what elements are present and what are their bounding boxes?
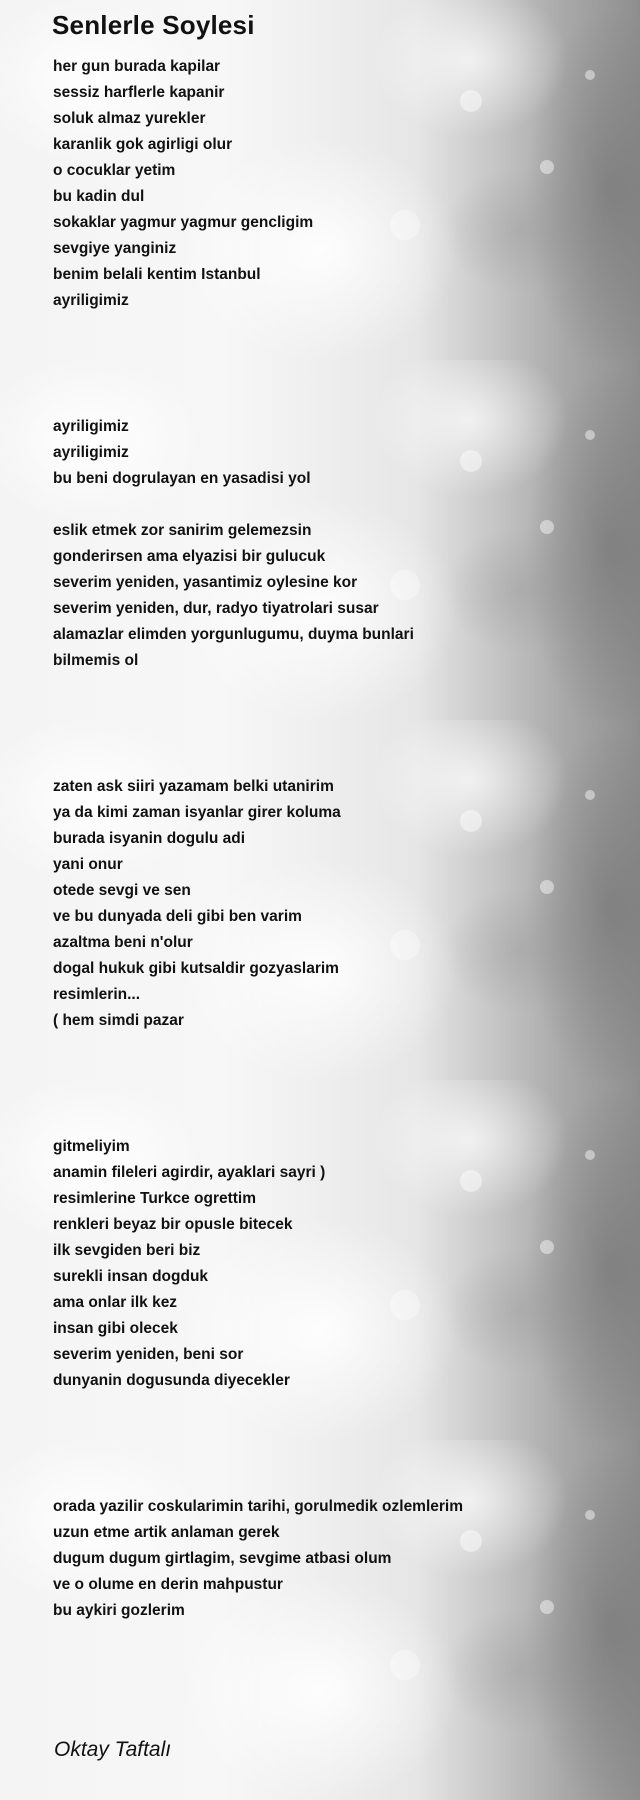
poem-line: ayriligimiz [53, 444, 129, 461]
poem-author: Oktay Taftalı [54, 1738, 172, 1761]
bokeh-decoration [460, 450, 482, 472]
poem-line: ama onlar ilk kez [53, 1294, 178, 1311]
bokeh-decoration [390, 930, 420, 960]
poem-panel-2 [0, 360, 640, 720]
poem-line: ve o olume en derin mahpustur [53, 1576, 283, 1593]
bokeh-decoration [390, 1290, 420, 1320]
stanza-lines [53, 54, 313, 314]
poem-line: severim yeniden, dur, radyo tiyatrolari susar [53, 600, 379, 617]
bokeh-decoration [460, 90, 482, 112]
bokeh-decoration [540, 1600, 554, 1614]
poem-line: resimlerin... [53, 986, 141, 1003]
bokeh-decoration [460, 1530, 482, 1552]
bokeh-decoration [390, 210, 420, 240]
bokeh-decoration [390, 1650, 420, 1680]
poem-line: insan gibi olecek [53, 1320, 178, 1337]
bokeh-decoration [540, 1240, 554, 1254]
poem-line: renkleri beyaz bir opusle bitecek [53, 1216, 293, 1233]
stanza-lines [53, 414, 414, 674]
poem-line: o cocuklar yetim [53, 162, 176, 179]
bokeh-decoration [585, 790, 595, 800]
poem-line: dugum dugum girtlagim, sevgime atbasi olum [53, 1550, 392, 1567]
poem-line: dunyanin dogusunda diyecekler [53, 1372, 290, 1389]
poem-line: ayriligimiz [53, 418, 129, 435]
stanza-lines [53, 1494, 463, 1624]
poem-line [53, 492, 414, 518]
poem-line: burada isyanin dogulu adi [53, 830, 246, 847]
poem-line: sokaklar yagmur yagmur gencligim [53, 214, 314, 231]
poem-line: anamin fileleri agirdir, ayaklari sayri ) [53, 1164, 326, 1181]
bokeh-decoration [585, 1510, 595, 1520]
poem-line: severim yeniden, beni sor [53, 1346, 244, 1363]
poem-title: Senlerle Soylesi [52, 10, 255, 40]
poem-line: alamazlar elimden yorgunlugumu, duyma bunlari [53, 626, 414, 643]
bokeh-decoration [540, 880, 554, 894]
poem-line: benim belali kentim Istanbul [53, 266, 261, 283]
poem-line: bu kadin dul [53, 188, 145, 205]
poem-line: ayriligimiz [53, 292, 129, 309]
poem-line: surekli insan dogduk [53, 1268, 209, 1285]
stanza-lines [53, 1134, 325, 1394]
poem-line: ve bu dunyada deli gibi ben varim [53, 908, 302, 925]
poem-line: eslik etmek zor sanirim gelemezsin [53, 522, 312, 539]
poem-line: soluk almaz yurekler [53, 110, 206, 127]
poem-panel-4 [0, 1080, 640, 1440]
stanza-lines [53, 774, 341, 1034]
bokeh-decoration [540, 520, 554, 534]
poem-line: gitmeliyim [53, 1138, 130, 1155]
poem-line: yani onur [53, 856, 123, 873]
poem-line: gonderirsen ama elyazisi bir gulucuk [53, 548, 326, 565]
poem-line: bu aykiri gozlerim [53, 1602, 185, 1619]
bokeh-decoration [585, 70, 595, 80]
bokeh-decoration [585, 430, 595, 440]
poem-line: severim yeniden, yasantimiz oylesine kor [53, 574, 358, 591]
poem-line: ya da kimi zaman isyanlar girer koluma [53, 804, 341, 821]
poem-line: dogal hukuk gibi kutsaldir gozyaslarim [53, 960, 339, 977]
poem-line: karanlik gok agirligi olur [53, 136, 233, 153]
poem-line: resimlerine Turkce ogrettim [53, 1190, 257, 1207]
poem-panel-3 [0, 720, 640, 1080]
poem-line: bu beni dogrulayan en yasadisi yol [53, 470, 311, 487]
poem-line: sessiz harflerle kapanir [53, 84, 225, 101]
poem-line: azaltma beni n'olur [53, 934, 193, 951]
poem-line: zaten ask siiri yazamam belki utanirim [53, 778, 334, 795]
poem-line: her gun burada kapilar [53, 58, 221, 75]
poem-line: uzun etme artik anlaman gerek [53, 1524, 280, 1541]
poem-line: orada yazilir coskularimin tarihi, gorulmedik ozlemlerim [53, 1498, 464, 1515]
poem-line: bilmemis ol [53, 652, 139, 669]
poem-line: sevgiye yanginiz [53, 240, 177, 257]
bokeh-decoration [585, 1150, 595, 1160]
poem-line: ( hem simdi pazar [53, 1012, 184, 1029]
bokeh-decoration [460, 1170, 482, 1192]
bokeh-decoration [540, 160, 554, 174]
poem-line: otede sevgi ve sen [53, 882, 191, 899]
poem-panel-5 [0, 1440, 640, 1800]
bokeh-decoration [460, 810, 482, 832]
poem-line: ilk sevgiden beri biz [53, 1242, 201, 1259]
poem-panel-1 [0, 0, 640, 360]
